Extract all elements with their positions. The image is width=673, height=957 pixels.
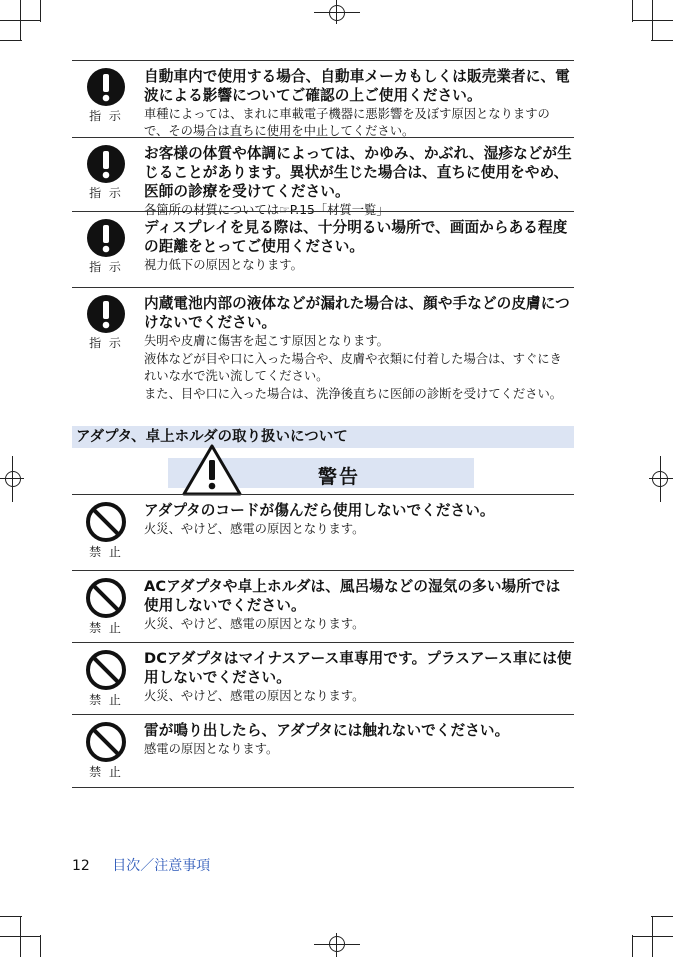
item-description: 車種によっては、まれに車載電子機器に悪影響を及ぼす原因となりますので、その場合は直ちに使用を中止してください。 (144, 107, 550, 138)
prohibition-item (72, 714, 574, 787)
item-title: 自動車内で使用する場合、自動車メーカもしくは販売業者に、電波による影響についてご確認の上ご使用ください。 (144, 68, 570, 104)
instruction-item (72, 137, 574, 217)
main-content (72, 60, 574, 788)
item-description: 火災、やけど、感電の原因となります。 (144, 617, 365, 631)
item-title: アダプタのコードが傷んだら使用しないでください。 (144, 502, 495, 519)
prohibition-item (72, 642, 574, 714)
bottom-divider (72, 787, 574, 788)
prohibition-icon (85, 501, 127, 543)
exclamation-circle-icon (86, 67, 126, 107)
prohibition-label: 禁 止 (89, 621, 123, 635)
item-description: 感電の原因となります。 (144, 742, 279, 756)
prohibition-item (72, 570, 574, 642)
page-footer (72, 855, 210, 875)
pointing-hand-icon: ☞ (279, 203, 290, 217)
page-number: 12 (72, 858, 90, 874)
prohibition-icon (85, 577, 127, 619)
item-description: 失明や皮膚に傷害を起こす原因となります。 (144, 334, 389, 348)
page-reference-link[interactable]: P.15「材質一覧」 (289, 203, 389, 217)
instruction-item (72, 211, 574, 287)
instruction-item (72, 287, 574, 412)
exclamation-circle-icon (86, 144, 126, 184)
prohibition-icon (85, 721, 127, 763)
item-description: 視力低下の原因となります。 (144, 258, 303, 272)
item-title: ACアダプタや卓上ホルダは、風呂場などの湿気の多い場所では使用しないでください。 (144, 578, 561, 614)
exclamation-circle-icon (86, 218, 126, 258)
prohibition-label: 禁 止 (89, 765, 123, 779)
chapter-link[interactable]: 目次／注意事項 (112, 858, 211, 874)
instruction-label: 指 示 (89, 336, 123, 350)
instruction-label: 指 示 (89, 260, 123, 274)
warning-label: 警告 (318, 466, 361, 488)
item-description: 火災、やけど、感電の原因となります。 (144, 689, 365, 703)
prohibition-label: 禁 止 (89, 693, 123, 707)
prohibition-label: 禁 止 (89, 545, 123, 559)
item-description: 火災、やけど、感電の原因となります。 (144, 522, 365, 536)
item-title: 雷が鳴り出したら、アダプタには触れないでください。 (144, 722, 510, 739)
item-title: 内蔵電池内部の液体などが漏れた場合は、顔や手などの皮膚につけないでください。 (144, 295, 570, 331)
prohibition-item (72, 494, 574, 570)
warning-triangle-icon (182, 444, 242, 496)
instruction-label: 指 示 (89, 109, 123, 123)
item-description: また、目や口に入った場合は、洗浄後直ちに医師の診断を受けてください。 (144, 387, 563, 401)
warning-banner (168, 458, 474, 488)
description-text: 各箇所の材質については (144, 203, 280, 217)
instruction-item (72, 60, 574, 137)
exclamation-circle-icon (86, 294, 126, 334)
item-title: お客様の体質や体調によっては、かゆみ、かぶれ、湿疹などが生じることがあります。異状が生じた場合は、直ちに使用をやめ、医師の診療を受けてください。 (144, 145, 572, 200)
item-title: DCアダプタはマイナスアース車専用です。プラスアース車には使用しないでください。 (144, 650, 572, 686)
item-title: ディスプレイを見る際は、十分明るい場所で、画面からある程度の距離をとってご使用ください。 (144, 219, 568, 255)
instruction-label: 指 示 (89, 186, 123, 200)
item-description: 液体などが目や口に入った場合や、皮膚や衣類に付着した場合は、すぐにきれいな水で洗い流してください。 (144, 352, 562, 383)
prohibition-icon (85, 649, 127, 691)
section-heading: アダプタ、卓上ホルダの取り扱いについて (72, 426, 574, 448)
